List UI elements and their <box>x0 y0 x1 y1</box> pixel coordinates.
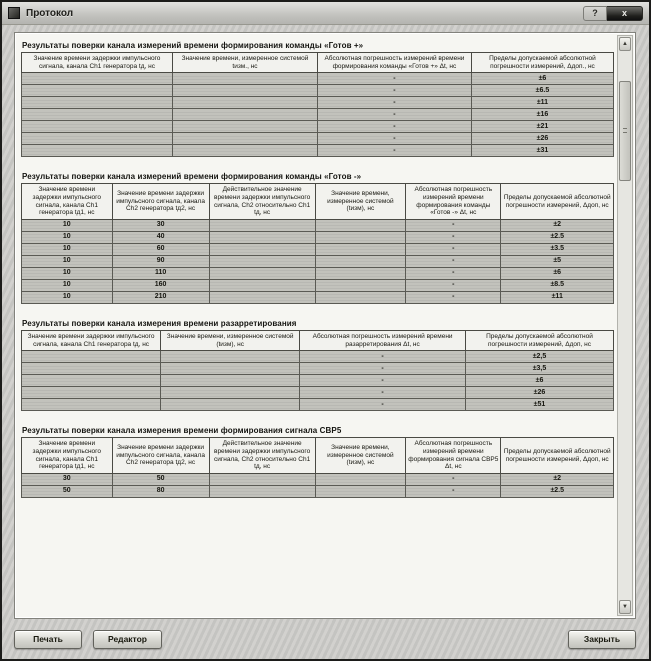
table-cell: 50 <box>22 485 113 497</box>
table-cell: - <box>406 219 501 231</box>
table-cell: ±6.5 <box>471 85 613 97</box>
table-cell: - <box>406 243 501 255</box>
table-cell: - <box>406 231 501 243</box>
table-cell <box>22 133 173 145</box>
table-cell <box>22 109 173 121</box>
table-cell: - <box>300 375 466 387</box>
table-cell <box>172 85 317 97</box>
table-row <box>22 255 614 267</box>
table-cell <box>172 73 317 85</box>
table-cell: 10 <box>22 231 113 243</box>
table-cell <box>161 387 300 399</box>
column-header: Значение времени задержки импульсного сигнала, канала Ch1 генератора tд1, нс <box>22 184 113 220</box>
table-cell <box>161 399 300 411</box>
table-cell <box>315 279 406 291</box>
table-cell: - <box>406 485 501 497</box>
table-cell: 40 <box>112 231 209 243</box>
table-cell: ±51 <box>465 399 613 411</box>
report-section <box>21 426 614 498</box>
table-cell: ±21 <box>471 121 613 133</box>
section-title: Результаты поверки канала измерений времени формирования команды «Готов +» <box>22 41 364 50</box>
table-cell: 30 <box>22 473 113 485</box>
table-cell: 10 <box>22 243 113 255</box>
table-cell <box>209 231 315 243</box>
table-cell: ±3,5 <box>465 363 613 375</box>
table-cell: - <box>300 387 466 399</box>
table-row <box>22 279 614 291</box>
table-cell: 10 <box>22 279 113 291</box>
table-row <box>22 485 614 497</box>
table-cell <box>315 231 406 243</box>
table-cell <box>209 219 315 231</box>
column-header: Абсолютная погрешность измерений времени формирования команды «Готов +» Δt, нс <box>317 53 471 73</box>
window-close-button[interactable]: x <box>607 6 643 21</box>
column-header: Значение времени задержки импульсного сигнала, канала Ch1 генератора tд, нс <box>22 330 161 350</box>
table-cell: 10 <box>22 267 113 279</box>
table-cell <box>161 375 300 387</box>
scroll-up-icon[interactable]: ▲ <box>619 37 631 51</box>
table-cell: ±31 <box>471 145 613 157</box>
scrollbar-grip <box>623 128 627 133</box>
table-cell <box>315 255 406 267</box>
table-cell: ±2,5 <box>465 351 613 363</box>
column-header: Пределы допускаемой абсолютной погрешности измерений, Δдоп, нс <box>501 438 614 474</box>
header-row <box>22 184 614 220</box>
table-row <box>22 97 614 109</box>
table-cell: 30 <box>112 219 209 231</box>
column-header: Значение времени задержки импульсного сигнала, канала Ch2 генератора tд2, нс <box>112 438 209 474</box>
table-cell: ±2.5 <box>501 485 614 497</box>
results-table <box>21 183 614 304</box>
table-cell: - <box>317 133 471 145</box>
section-title: Результаты поверки канала измерения времени формирования сигнала СВР5 <box>22 426 342 436</box>
report-section <box>21 172 614 304</box>
column-header: Значение времени, измеренное системой (tизм), нс <box>315 438 406 474</box>
column-header: Значение времени, измеренное системой (tизм), нс <box>161 330 300 350</box>
titlebar-buttons <box>583 6 643 21</box>
table-cell: 90 <box>112 255 209 267</box>
table-cell <box>209 267 315 279</box>
help-button[interactable]: ? <box>583 6 607 21</box>
column-header: Абсолютная погрешность измерений времени формирования команды «Готов -» Δt, нс <box>406 184 501 220</box>
table-cell <box>22 363 161 375</box>
table-cell <box>22 145 173 157</box>
editor-button[interactable]: Редактор <box>93 630 162 649</box>
table-cell <box>315 291 406 303</box>
footer-bar <box>14 626 636 652</box>
table-cell <box>315 219 406 231</box>
header-row <box>22 53 614 73</box>
table-cell <box>22 399 161 411</box>
results-table <box>21 52 614 157</box>
table-cell: - <box>317 109 471 121</box>
table-row <box>22 387 614 399</box>
table-cell: ±2.5 <box>501 231 614 243</box>
table-row <box>22 351 614 363</box>
table-cell <box>161 363 300 375</box>
scrollbar-thumb[interactable] <box>619 81 631 181</box>
close-button[interactable]: Закрыть <box>568 630 636 649</box>
table-row <box>22 375 614 387</box>
window-title: Протокол <box>26 7 74 19</box>
column-header: Абсолютная погрешность измерений времени формирования сигнала СВР5 Δt, нс <box>406 438 501 474</box>
table-cell <box>22 73 173 85</box>
table-cell <box>209 243 315 255</box>
table-cell: 50 <box>112 473 209 485</box>
table-cell <box>315 473 406 485</box>
table-row <box>22 133 614 145</box>
table-cell: ±6 <box>471 73 613 85</box>
table-cell: ±6 <box>465 375 613 387</box>
section-title: Результаты поверки канала измерений времени формирования команды «Готов -» <box>22 172 362 182</box>
table-cell <box>209 473 315 485</box>
table-cell: ±3.5 <box>501 243 614 255</box>
table-cell: ±26 <box>471 133 613 145</box>
column-header: Значение времени, измеренное системой (tизм), нс <box>315 184 406 220</box>
table-cell: - <box>406 255 501 267</box>
header-row <box>22 330 614 350</box>
column-header: Пределы допускаемой абсолютной погрешности измерений, Δдоп, нс <box>501 184 614 220</box>
table-cell <box>315 267 406 279</box>
table-cell: - <box>300 399 466 411</box>
scroll-down-icon[interactable]: ▼ <box>619 600 631 614</box>
table-cell <box>22 121 173 133</box>
table-cell: 10 <box>22 219 113 231</box>
table-cell <box>22 375 161 387</box>
table-cell: - <box>317 85 471 97</box>
table-cell <box>22 97 173 109</box>
table-cell <box>172 109 317 121</box>
table-cell: ±26 <box>465 387 613 399</box>
table-cell: - <box>317 97 471 109</box>
table-row <box>22 85 614 97</box>
table-cell: - <box>317 121 471 133</box>
table-cell: - <box>406 291 501 303</box>
table-cell: 110 <box>112 267 209 279</box>
table-cell: - <box>317 145 471 157</box>
table-row <box>22 291 614 303</box>
table-cell: 80 <box>112 485 209 497</box>
table-row <box>22 267 614 279</box>
header-row <box>22 438 614 474</box>
column-header: Значение времени задержки импульсного сигнала, канала Ch1 генератора tд1, нс <box>22 438 113 474</box>
table-cell <box>209 255 315 267</box>
app-icon <box>8 7 20 19</box>
table-cell: 10 <box>22 291 113 303</box>
table-cell <box>315 243 406 255</box>
table-row <box>22 145 614 157</box>
column-header: Значение времени, измеренное системой tизм., нс <box>172 53 317 73</box>
table-cell: ±5 <box>501 255 614 267</box>
table-cell: ±8.5 <box>501 279 614 291</box>
table-cell <box>172 97 317 109</box>
table-cell: - <box>406 473 501 485</box>
table-cell <box>22 387 161 399</box>
table-cell: ±2 <box>501 219 614 231</box>
table-cell: 60 <box>112 243 209 255</box>
table-row <box>22 109 614 121</box>
report-section <box>21 319 614 411</box>
sections <box>21 36 614 617</box>
table-row <box>22 243 614 255</box>
table-cell <box>22 85 173 97</box>
table-cell <box>209 485 315 497</box>
table-cell: - <box>300 363 466 375</box>
results-table <box>21 437 614 498</box>
table-row <box>22 219 614 231</box>
table-row <box>22 399 614 411</box>
print-button[interactable]: Печать <box>14 630 82 649</box>
column-header: Действительное значение времени задержки импульсного сигнала, Ch2 относительно Ch1 tд, нс <box>209 184 315 220</box>
table-cell: ±2 <box>501 473 614 485</box>
table-cell: ±11 <box>471 97 613 109</box>
table-cell: 160 <box>112 279 209 291</box>
table-cell: 210 <box>112 291 209 303</box>
column-header: Абсолютная погрешность измерений времени разарретирования Δt, нс <box>300 330 466 350</box>
column-header: Действительное значение времени задержки импульсного сигнала, Ch2 относительно Ch1 tд, нс <box>209 438 315 474</box>
table-cell: 10 <box>22 255 113 267</box>
report-panel <box>14 32 636 619</box>
vertical-scrollbar[interactable] <box>617 35 633 616</box>
table-row <box>22 73 614 85</box>
table-cell: ±11 <box>501 291 614 303</box>
column-header: Пределы допускаемой абсолютной погрешности измерений, Δдоп., нс <box>471 53 613 73</box>
table-cell <box>172 145 317 157</box>
table-cell: ±16 <box>471 109 613 121</box>
table-row <box>22 231 614 243</box>
table-cell <box>172 133 317 145</box>
table-row <box>22 473 614 485</box>
table-cell: - <box>300 351 466 363</box>
table-cell: - <box>406 279 501 291</box>
table-cell <box>315 485 406 497</box>
table-cell: ±6 <box>501 267 614 279</box>
report-section <box>21 41 614 157</box>
results-table <box>21 330 614 411</box>
table-cell: - <box>317 73 471 85</box>
table-cell <box>22 351 161 363</box>
column-header: Значение времени задержки импульсного сигнала, канала Ch2 генератора tд2, нс <box>112 184 209 220</box>
table-cell <box>209 291 315 303</box>
table-cell <box>161 351 300 363</box>
section-title: Результаты поверки канала измерения времени разарретирования <box>22 318 297 328</box>
table-cell: - <box>406 267 501 279</box>
column-header: Значение времени задержки импульсного сигнала, канала Ch1 генератора tд, нс <box>22 53 173 73</box>
table-cell <box>172 121 317 133</box>
table-cell <box>209 279 315 291</box>
table-row <box>22 363 614 375</box>
column-header: Пределы допускаемой абсолютной погрешности измерений, Δдоп, нс <box>465 330 613 350</box>
table-row <box>22 121 614 133</box>
title-bar <box>2 2 649 25</box>
